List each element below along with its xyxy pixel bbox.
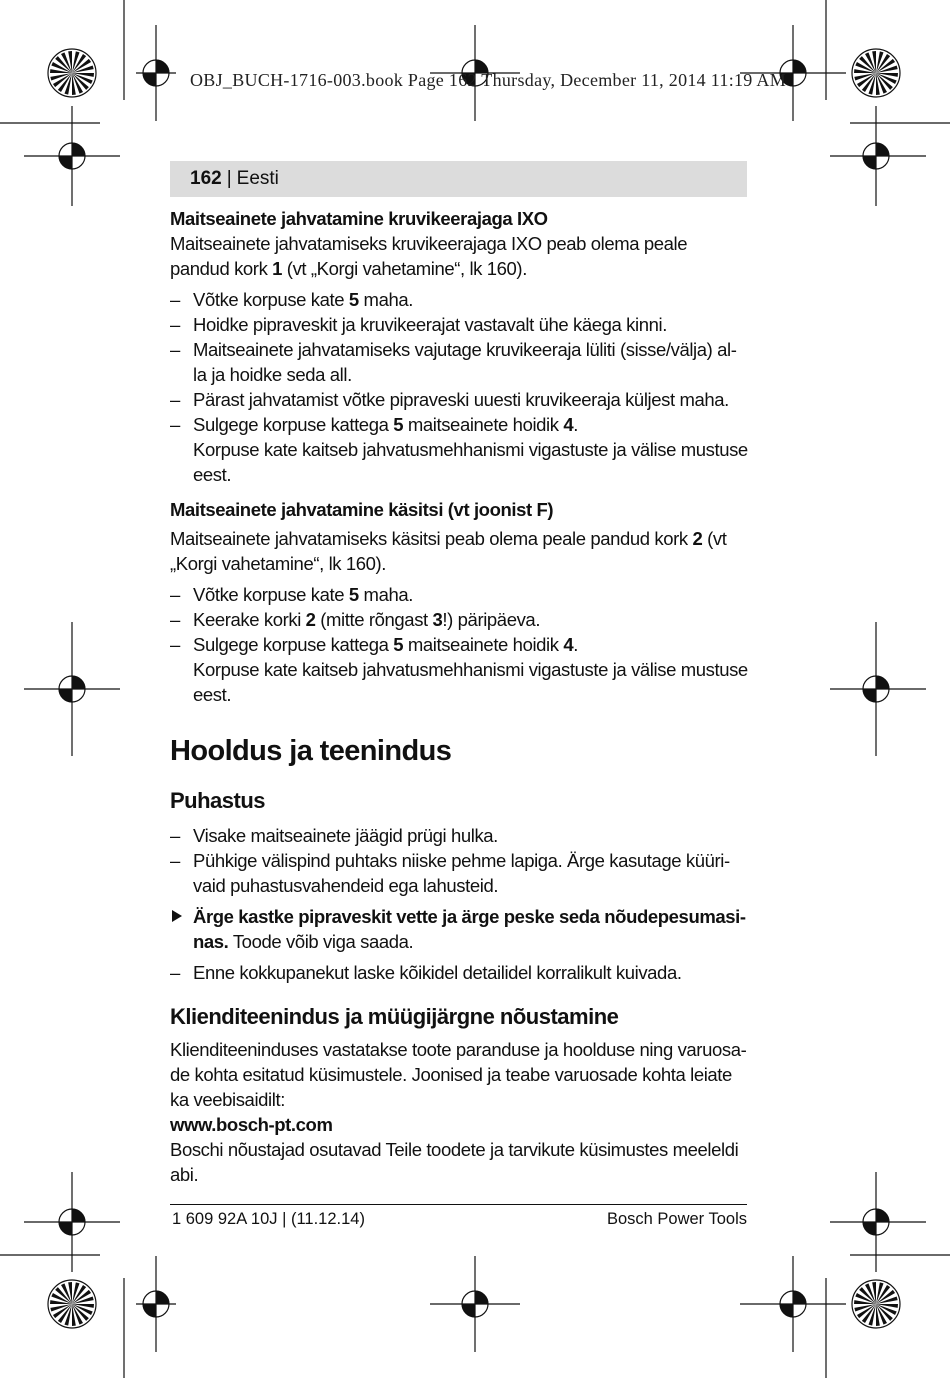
- ixo-steps: [170, 287, 750, 487]
- step-ref: 5: [348, 289, 359, 310]
- footer-rule: [170, 1204, 747, 1205]
- cleaning-heading: Puhastus: [170, 788, 266, 813]
- step-ref: 3: [432, 609, 443, 630]
- step-text: .: [573, 414, 579, 435]
- final-list: [170, 960, 750, 985]
- step-text: maha.: [358, 289, 413, 310]
- step-note: Korpuse kate kaitseb jahvatusmehhanismi vigastuste ja välise mustuse eest.: [193, 659, 748, 705]
- step-text: !) päripäeva.: [442, 609, 541, 630]
- list-item: [170, 412, 750, 487]
- star-target-wedge: [876, 73, 893, 90]
- list-item: [170, 632, 750, 707]
- running-header: [170, 161, 747, 197]
- step-text: Võtke korpuse kate: [193, 289, 349, 310]
- header-text: [190, 168, 279, 190]
- cleaning-item-text: Visake maitseainete jäägid prügi hulka.: [193, 825, 498, 846]
- dash-bullet: –: [170, 962, 180, 983]
- step-ref: 4: [563, 414, 574, 435]
- service-text: Klienditeeninduses vastatakse toote paranduse ja hoolduse ning varuosa-de kohta esitatud küsimustele. Joonised ja teabe varuosade kohta leiate ka veebisaidilt:: [170, 1039, 747, 1110]
- star-target-wedge: [72, 1304, 89, 1321]
- header-section: Eesti: [236, 168, 279, 189]
- list-item: [170, 582, 750, 607]
- step-text: Sulgege korpuse kattega: [193, 414, 394, 435]
- step-note: Korpuse kate kaitseb jahvatusmehhanismi vigastuste ja välise mustuse eest.: [193, 439, 748, 485]
- step-ref: 2: [305, 609, 316, 630]
- dash-bullet: –: [170, 609, 180, 630]
- page-content: [170, 206, 750, 1187]
- dash-bullet: –: [170, 634, 180, 655]
- manual-steps: [170, 582, 750, 707]
- star-target-wedge: [876, 1304, 893, 1321]
- star-target-wedge: [55, 56, 72, 73]
- step-text: maitseainete hoidik: [403, 414, 564, 435]
- step-text: Hoidke pipraveskit ja kruvikeerajat vastavalt ühe käega kinni.: [193, 314, 667, 335]
- step-text: Võtke korpuse kate: [193, 584, 349, 605]
- list-item: [170, 337, 750, 387]
- footer-doc-id: 1 609 92A 10J | (11.12.14): [172, 1210, 365, 1228]
- ixo-heading: Maitseainete jahvatamine kruvikeerajaga IXO: [170, 208, 548, 229]
- list-item: [170, 387, 750, 412]
- ixo-intro: [170, 231, 750, 281]
- dash-bullet: –: [170, 825, 180, 846]
- list-item: [170, 823, 750, 848]
- step-text: Pärast jahvatamist võtke pipraveski uuesti kruvikeeraja küljest maha.: [193, 389, 729, 410]
- book-slug: OBJ_BUCH-1716-003.book Page 162 Thursday, December 11, 2014 11:19 AM: [190, 70, 787, 90]
- step-text: maitseainete hoidik: [403, 634, 564, 655]
- final-item-text: Enne kokkupanekut laske kõikidel detailidel korralikult kuivada.: [193, 962, 682, 983]
- triangle-arrow-icon: [172, 910, 182, 922]
- dash-bullet: –: [170, 314, 180, 335]
- list-item: [170, 848, 750, 898]
- ixo-intro-text-end: (vt „Korgi vahetamine“, lk 160).: [282, 258, 527, 279]
- step-text: (mitte rõngast: [315, 609, 433, 630]
- list-item: [170, 607, 750, 632]
- manual-intro-text-end: (vt „Korgi vahetamine“, lk 160).: [170, 528, 727, 574]
- step-text: maha.: [358, 584, 413, 605]
- star-target-wedge: [859, 56, 876, 73]
- step-text: .: [573, 634, 579, 655]
- cleaning-item-text: Pühkige välispind puhtaks niiske pehme lapiga. Ärge kasutage küüri-vaid puhastusvahendeid ega lahusteid.: [193, 850, 730, 896]
- step-ref: 4: [563, 634, 574, 655]
- step-ref: 5: [393, 414, 404, 435]
- page-number: 162: [190, 168, 222, 189]
- warning-bold-text: Ärge kastke pipraveskit vette ja ärge peske seda nõudepesumasi-nas.: [193, 906, 746, 952]
- dash-bullet: –: [170, 289, 180, 310]
- star-target-wedge: [859, 1287, 876, 1304]
- dash-bullet: –: [170, 339, 180, 360]
- service-closing: Boschi nõustajad osutavad Teile toodete ja tarvikute küsimustes meeleldi abi.: [170, 1139, 739, 1185]
- star-target-wedge: [72, 73, 89, 90]
- dash-bullet: –: [170, 414, 180, 435]
- step-ref: 5: [393, 634, 404, 655]
- dash-bullet: –: [170, 389, 180, 410]
- warning-item: [170, 904, 750, 954]
- header-separator: |: [226, 168, 232, 189]
- service-url[interactable]: www.bosch-pt.com: [170, 1114, 333, 1135]
- dash-bullet: –: [170, 850, 180, 871]
- service-heading: Klienditeenindus ja müügijärgne nõustamine: [170, 1004, 619, 1029]
- cleaning-list: [170, 823, 750, 898]
- footer-brand: Bosch Power Tools: [606, 1210, 747, 1228]
- ixo-intro-text: Maitseainete jahvatamiseks kruvikeerajaga IXO peab olema peale pandud kork: [170, 233, 688, 279]
- list-item: [170, 312, 750, 337]
- list-item: [170, 960, 750, 985]
- warning-list: [170, 904, 750, 954]
- step-text: Maitseainete jahvatamiseks vajutage kruvikeeraja lüliti (sisse/välja) al-la ja hoidke seda all.: [193, 339, 737, 385]
- maintenance-title: Hooldus ja teenindus: [170, 735, 452, 767]
- dash-bullet: –: [170, 584, 180, 605]
- step-text: Sulgege korpuse kattega: [193, 634, 394, 655]
- manual-intro-ref: 2: [692, 528, 703, 549]
- ixo-intro-ref: 1: [272, 258, 283, 279]
- manual-intro: [170, 526, 750, 576]
- manual-heading: Maitseainete jahvatamine käsitsi (vt joonist F): [170, 499, 554, 520]
- step-ref: 5: [348, 584, 359, 605]
- list-item: [170, 287, 750, 312]
- manual-intro-text: Maitseainete jahvatamiseks käsitsi peab olema peale pandud kork: [170, 528, 693, 549]
- step-text: Keerake korki: [193, 609, 306, 630]
- star-target-wedge: [55, 1287, 72, 1304]
- warning-text: Toode võib viga saada.: [228, 931, 414, 952]
